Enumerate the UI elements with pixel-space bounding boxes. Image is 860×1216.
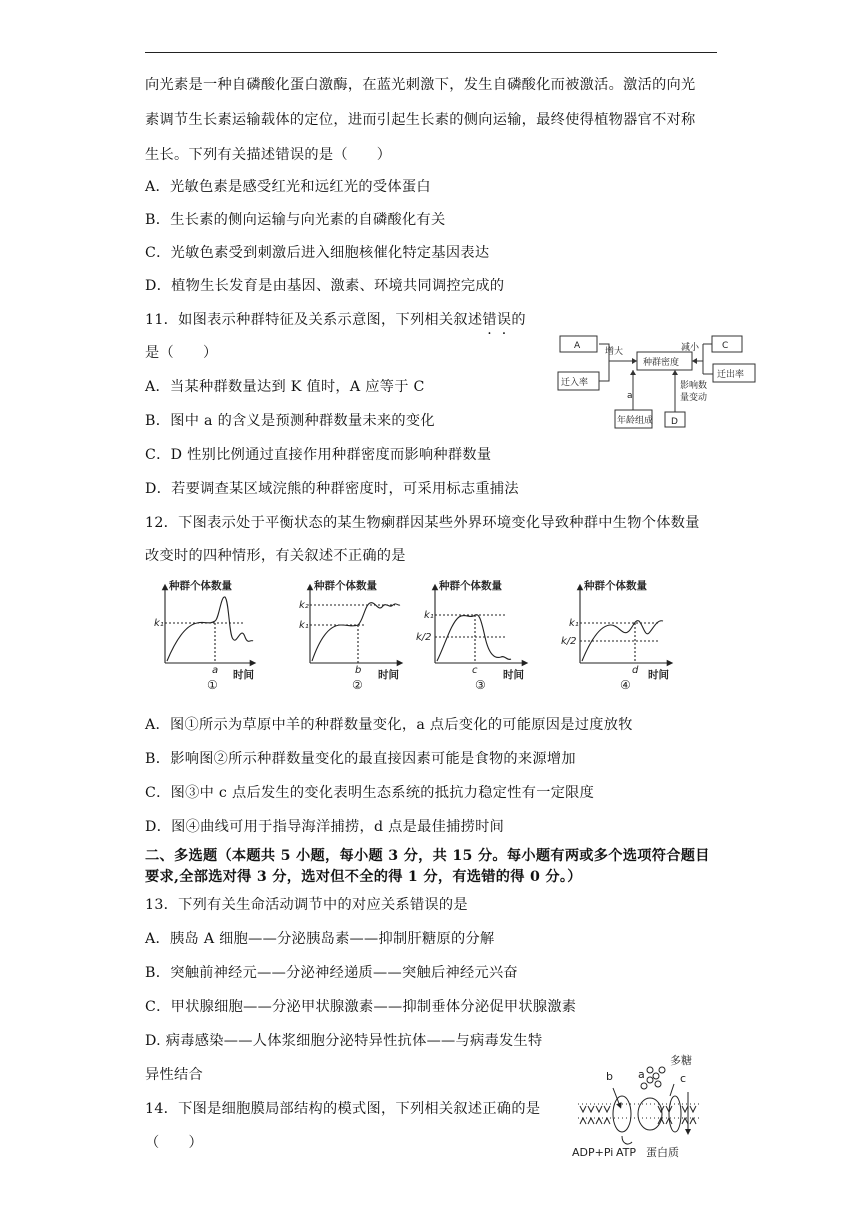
q11-stem-line1 xyxy=(145,310,526,330)
q11-stem-post: 的 xyxy=(511,312,526,328)
label-density: 种群密度 xyxy=(643,358,680,368)
ylabel-4: 种群个体数量 xyxy=(584,580,647,592)
xlabel-4: 时间 xyxy=(648,669,669,681)
point-d: d xyxy=(632,665,639,676)
k1-label-2: k₁ xyxy=(299,620,309,631)
q12-option-b: B．影响图②所示种群数量变化的最直接因素可能是食物的来源增加 xyxy=(145,751,576,767)
q13-option-a: A．胰岛 A 细胞——分泌胰岛素——抑制肝糖原的分解 xyxy=(145,931,495,947)
label-d: D xyxy=(671,417,678,427)
graph-number-1: ① xyxy=(207,678,218,692)
label-b: b xyxy=(606,1070,613,1083)
q11-option-d: D．若要调查某区域浣熊的种群密度时，可采用标志重捕法 xyxy=(145,481,519,497)
population-curves-figure xyxy=(145,575,675,695)
k1-label-1: k₁ xyxy=(154,618,164,629)
q10-stem-line3: 生长。下列有关描述错误的是（ ） xyxy=(145,147,392,163)
label-polysaccharide: 多糖 xyxy=(670,1054,692,1067)
q11-stem-line2: 是（ ） xyxy=(145,345,218,361)
graph-number-3: ③ xyxy=(475,678,486,692)
label-a: a xyxy=(638,1068,645,1081)
emphasis-char-1: 错 xyxy=(482,312,497,328)
q13-stem: 13．下列有关生命活动调节中的对应关系错误的是 xyxy=(145,897,468,913)
ylabel-2: 种群个体数量 xyxy=(314,580,377,592)
label-effect-2: 量变动 xyxy=(680,393,708,403)
graph-3 xyxy=(435,587,525,663)
label-a-arrow: a xyxy=(627,391,633,401)
q12-option-d: D．图④曲线可用于指导海洋捕捞，d 点是最佳捕捞时间 xyxy=(145,819,505,835)
label-immigration: 迁入率 xyxy=(561,378,589,388)
q10-stem-line2: 素调节生长素运输载体的定位，进而引起生长素的侧向运输，最终使得植物器官不对称 xyxy=(145,112,696,128)
protein-c xyxy=(669,1096,681,1132)
protein-b xyxy=(613,1096,631,1132)
label-a: A xyxy=(574,341,581,351)
label-adp-pi: ADP+Pi xyxy=(572,1146,614,1158)
emphasis-char-2: 误 xyxy=(496,312,512,328)
q14-stem: 14．下图是细胞膜局部结构的模式图，下列相关叙述正确的是 xyxy=(145,1101,541,1117)
ylabel-1: 种群个体数量 xyxy=(169,580,232,592)
label-c: c xyxy=(680,1072,687,1085)
cell-membrane-diagram xyxy=(570,1048,710,1158)
header-rule xyxy=(145,52,717,53)
label-protein: 蛋白质 xyxy=(646,1146,679,1158)
section2-heading-line1: 二、多选题（本题共 5 小题，每小题 3 分，共 15 分。每小题有两或多个选项符合题目 xyxy=(145,848,710,864)
q11-stem-pre: 11．如图表示种群特征及关系示意图，下列相关叙述 xyxy=(145,312,483,328)
q10-option-b: B．生长素的侧向运输与向光素的自磷酸化有关 xyxy=(145,212,446,228)
section2-heading-line2: 要求,全部选对得 3 分，选对但不全的得 1 分，有选错的得 0 分。） xyxy=(145,869,582,885)
label-c: C xyxy=(722,341,729,351)
label-increase: 增大 xyxy=(605,347,624,357)
protein-a xyxy=(638,1098,662,1130)
graph-number-4: ④ xyxy=(620,678,631,692)
q12-stem-line1: 12．下图表示处于平衡状态的某生物瘌群因某些外界环境变化导致种群中生物个体数量 xyxy=(145,515,700,531)
label-atp: ATP xyxy=(616,1146,637,1158)
graph-4 xyxy=(580,587,670,663)
ylabel-3: 种群个体数量 xyxy=(439,580,502,592)
q14-blank: （ ） xyxy=(145,1135,203,1151)
point-c: c xyxy=(472,665,478,676)
xlabel-2: 时间 xyxy=(378,669,399,681)
point-b: b xyxy=(355,665,362,676)
k1-label-3: k₁ xyxy=(424,610,434,621)
q10-option-d: D．植物生长发育是由基因、激素、环境共同调控完成的 xyxy=(145,278,505,294)
xlabel-1: 时间 xyxy=(233,669,254,681)
graph-2 xyxy=(310,587,400,663)
khalf-label-4: k/2 xyxy=(561,636,577,647)
xlabel-3: 时间 xyxy=(503,669,524,681)
q11-option-b: B．图中 a 的含义是预测种群数量未来的变化 xyxy=(145,413,435,429)
q12-option-c: C．图③中 c 点后发生的变化表明生态系统的抵抗力稳定性有一定限度 xyxy=(145,785,595,801)
label-age-structure: 年龄组成 xyxy=(617,416,654,426)
q10-stem-line1: 向光素是一种自磷酸化蛋白激酶，在蓝光刺激下，发生自磷酸化而被激活。激活的向光 xyxy=(145,77,696,93)
point-a: a xyxy=(212,665,219,676)
q13-option-c: C．甲状腺细胞——分泌甲状腺激素——抑制垂体分泌促甲状腺激素 xyxy=(145,999,577,1015)
q12-option-a: A．图①所示为草原中羊的种群数量变化，a 点后变化的可能原因是过度放牧 xyxy=(145,717,633,733)
label-emigration: 迁出率 xyxy=(717,370,745,380)
q12-stem-line2: 改变时的四种情形，有关叙述不正确的是 xyxy=(145,548,406,564)
q13-option-d: D. 病毒感染——人体浆细胞分泌特异性抗体——与病毒发生特 xyxy=(145,1033,543,1049)
q11-option-a: A．当某种群数量达到 K 值时，A 应等于 C xyxy=(145,379,425,395)
graph-1 xyxy=(165,587,253,663)
phospholipid-bilayer xyxy=(578,1104,702,1124)
q13-option-b: B．突触前神经元——分泌神经递质——突触后神经元兴奋 xyxy=(145,965,518,981)
label-decrease: 减小 xyxy=(681,343,700,353)
q11-option-c: C．D 性别比例通过直接作用种群密度而影响种群数量 xyxy=(145,447,492,463)
graph-number-2: ② xyxy=(352,678,363,692)
k1-label-4: k₁ xyxy=(569,618,579,629)
q10-option-a: A．光敏色素是感受红光和远红光的受体蛋白 xyxy=(145,179,431,195)
khalf-label-3: k/2 xyxy=(416,632,432,643)
k2-label-2: k₂ xyxy=(299,600,309,611)
q13-option-d-cont: 异性结合 xyxy=(145,1067,203,1083)
label-effect-1: 影响数 xyxy=(680,381,708,391)
population-features-diagram xyxy=(555,330,760,435)
q10-option-c: C．光敏色素受到刺激后进入细胞核催化特定基因表达 xyxy=(145,245,490,261)
